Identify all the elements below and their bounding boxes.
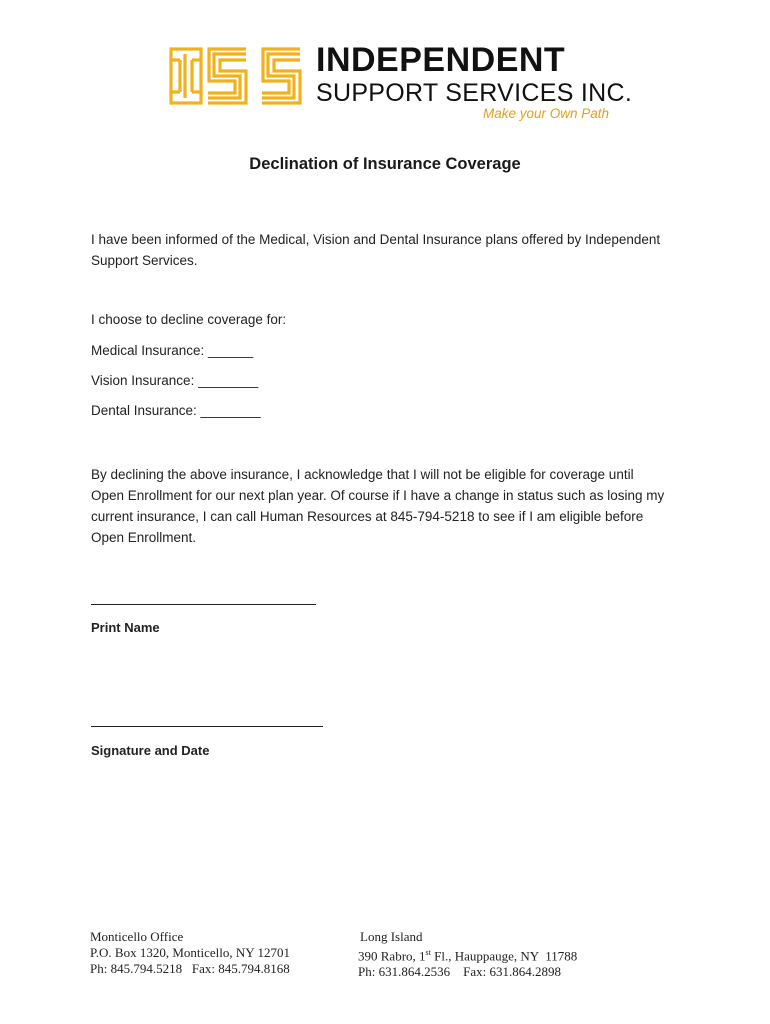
- footer-long-island-office: [358, 929, 577, 980]
- company-name-line2: SUPPORT SERVICES INC.: [316, 79, 633, 107]
- acknowledgement-paragraph: [91, 464, 711, 548]
- dental-insurance-field[interactable]: Dental Insurance: ________: [91, 403, 261, 418]
- company-name-line1: INDEPENDENT: [316, 41, 566, 79]
- ack-line: By declining the above insurance, I acknowledge that I will not be eligible for coverage until: [91, 467, 634, 482]
- ack-line: Open Enrollment for our next plan year. Of course if I have a change in status such as losing my: [91, 488, 665, 503]
- office-address: [358, 945, 577, 964]
- print-name-line[interactable]: [91, 604, 316, 605]
- office-phone: Ph: 631.864.2536 Fax: 631.864.2898: [358, 964, 561, 980]
- ack-line: Open Enrollment.: [91, 530, 197, 545]
- iss-logo-mark: [168, 46, 304, 106]
- document-title: Declination of Insurance Coverage: [249, 155, 521, 173]
- decline-prompt: I choose to decline coverage for:: [91, 312, 287, 327]
- ack-line: current insurance, I can call Human Resources at 845-794-5218 to see if I am eligible before: [91, 509, 644, 524]
- office-name: Long Island: [360, 929, 423, 944]
- address-ordinal: st: [425, 948, 431, 957]
- medical-insurance-field[interactable]: Medical Insurance: ______: [91, 343, 254, 358]
- office-address: P.O. Box 1320, Monticello, NY 12701: [90, 945, 290, 960]
- address-part: 390 Rabro, 1: [358, 948, 426, 964]
- footer-monticello-office: [90, 929, 290, 977]
- intro-line: Support Services.: [91, 253, 198, 268]
- intro-paragraph: [91, 229, 691, 271]
- tagline: Make your Own Path: [483, 106, 610, 121]
- address-part: Fl., Hauppauge, NY 11788: [430, 948, 578, 964]
- vision-insurance-field[interactable]: Vision Insurance: ________: [91, 373, 259, 388]
- intro-line: I have been informed of the Medical, Vision and Dental Insurance plans offered by Independent: [91, 232, 661, 247]
- office-phone: Ph: 845.794.5218 Fax: 845.794.8168: [90, 961, 290, 976]
- company-logo: [168, 40, 633, 128]
- print-name-label: Print Name: [91, 620, 160, 635]
- office-name: Monticello Office: [90, 929, 184, 944]
- signature-label: Signature and Date: [91, 743, 210, 758]
- signature-line[interactable]: [91, 726, 323, 727]
